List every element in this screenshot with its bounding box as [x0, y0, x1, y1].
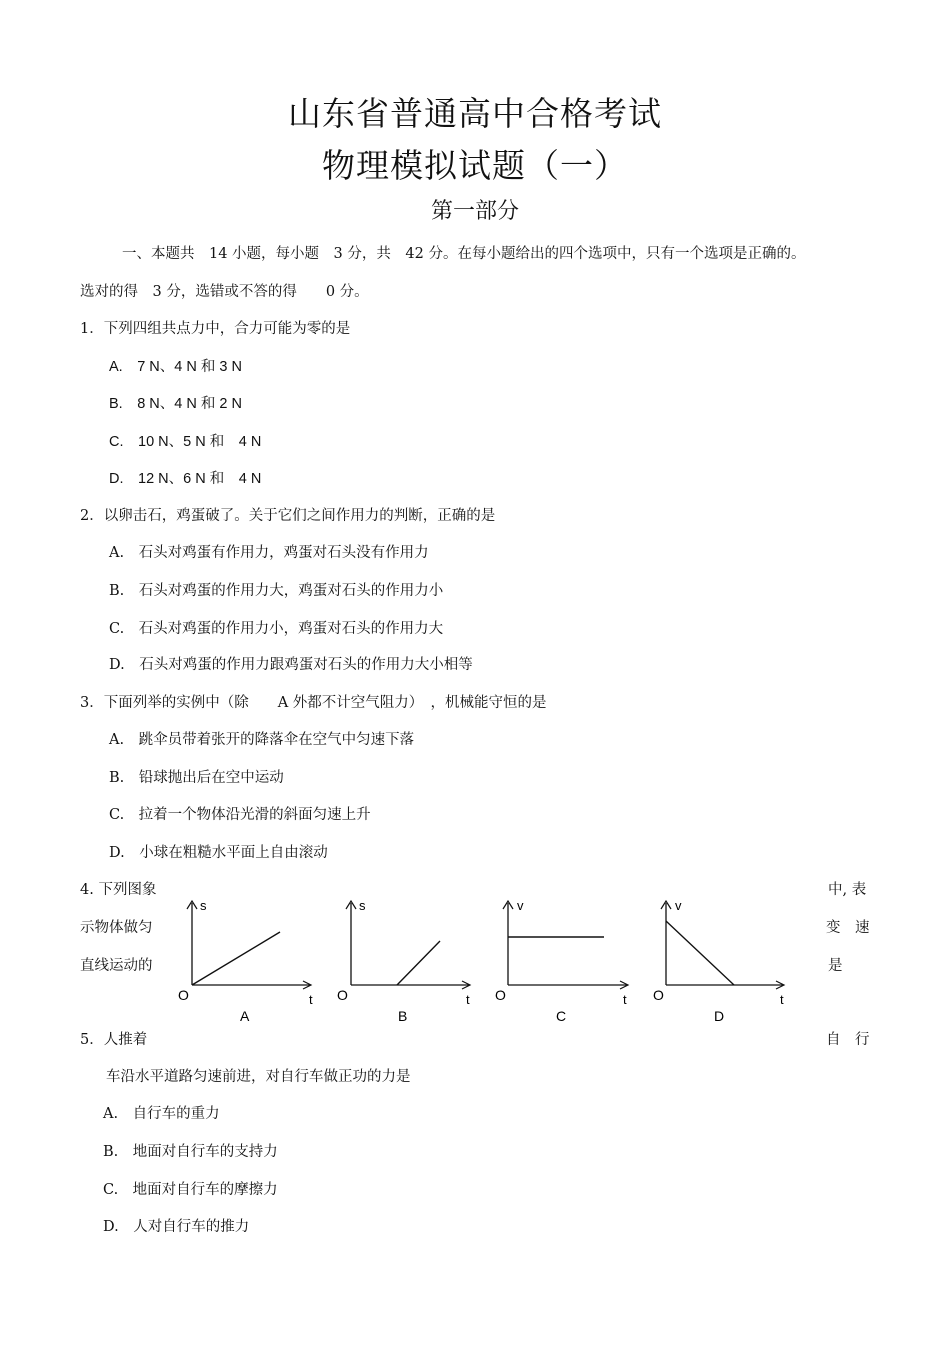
question-3-option-d[interactable]: D. 小球在粗糙水平面上自由滚动 — [109, 845, 328, 861]
question-2-option-d[interactable]: D. 石头对鸡蛋的作用力跟鸡蛋对石头的作用力大小相等 — [109, 657, 473, 673]
graph-d[interactable] — [653, 898, 784, 1024]
question-2-stem: 2．以卵击石，鸡蛋破了。关于它们之间作用力的判断，正确的是 — [80, 508, 496, 524]
exam-title: 山东省普通高中合格考试 — [288, 94, 662, 133]
question-1-option-c[interactable]: C. 10 N、5 N 和 4 N — [109, 434, 262, 450]
graph-c-x-label: t — [623, 992, 627, 1007]
graph-b-y-label: s — [359, 898, 366, 913]
question-3-option-a[interactable]: A. 跳伞员带着张开的降落伞在空气中匀速下落 — [109, 732, 415, 748]
graph-b[interactable] — [337, 898, 470, 1024]
question-1-option-a[interactable]: A. 7 N、4 N 和 3 N — [109, 359, 242, 375]
question-5-option-a[interactable]: A. 自行车的重力 — [103, 1106, 220, 1122]
question-2-option-a[interactable]: A. 石头对鸡蛋有作用力，鸡蛋对石头没有作用力 — [109, 545, 429, 561]
question-4-stem-right-3: 是 — [828, 958, 843, 974]
question-4-stem-left-1: 4. 下列图象 — [80, 882, 157, 898]
graph-a-y-label: s — [200, 898, 207, 913]
graph-d-x-label: t — [780, 992, 784, 1007]
question-5-stem-right: 自 行 — [826, 1032, 870, 1048]
section-heading: 第一部分 — [430, 199, 519, 224]
question-5-option-c[interactable]: C. 地面对自行车的摩擦力 — [103, 1182, 278, 1198]
graph-a-x-label: t — [309, 992, 313, 1007]
exam-subtitle: 物理模拟试题（一） — [322, 146, 628, 185]
question-2-option-b[interactable]: B. 石头对鸡蛋的作用力大，鸡蛋对石头的作用力小 — [109, 583, 444, 599]
graph-d-origin: O — [653, 987, 664, 1003]
question-1-option-d[interactable]: D. 12 N、6 N 和 4 N — [109, 471, 262, 487]
question-5-stem-left: 5．人推着 — [80, 1032, 148, 1048]
question-4-stem-left-3: 直线运动的 — [80, 958, 153, 974]
graph-a-label: A — [240, 1008, 250, 1024]
question-5-stem-continued: 车沿水平道路匀速前进，对自行车做正功的力是 — [106, 1069, 411, 1085]
graph-a-line — [192, 932, 280, 985]
graph-b-line — [397, 941, 440, 985]
graph-a-origin: O — [178, 987, 189, 1003]
question-4-stem-right-1: 中, 表 — [828, 882, 867, 898]
question-1-stem: 1．下列四组共点力中，合力可能为零的是 — [80, 321, 351, 337]
graph-d-y-label: v — [675, 898, 682, 913]
question-3-stem: 3．下面列举的实例中（除 A 外都不计空气阻力） ，机械能守恒的是 — [80, 695, 547, 711]
graph-c[interactable] — [495, 898, 628, 1024]
graph-d-label: D — [714, 1008, 725, 1024]
question-1-option-b[interactable]: B. 8 N、4 N 和 2 N — [109, 396, 242, 412]
graph-d-line — [666, 921, 734, 985]
question-3-option-b[interactable]: B. 铅球抛出后在空中运动 — [109, 770, 284, 786]
graph-b-label: B — [398, 1008, 408, 1024]
question-4-graphs — [170, 893, 800, 1033]
instructions-line-2: 选对的得 3 分，选错或不答的得 0 分。 — [80, 284, 369, 300]
graph-c-label: C — [556, 1008, 567, 1024]
question-5-option-b[interactable]: B. 地面对自行车的支持力 — [103, 1144, 278, 1160]
graph-c-y-label: v — [517, 898, 524, 913]
graph-b-x-label: t — [466, 992, 470, 1007]
question-4-stem-right-2: 变 速 — [826, 920, 870, 936]
instructions-line-1: 一、本题共 14 小题，每小题 3 分，共 42 分。在每小题给出的四个选项中，只有一个选项是正确的。 — [122, 246, 806, 262]
graph-a[interactable] — [178, 898, 313, 1024]
graph-b-origin: O — [337, 987, 348, 1003]
question-5-option-d[interactable]: D. 人对自行车的推力 — [103, 1219, 250, 1235]
question-4-stem-left-2: 示物体做匀 — [80, 920, 153, 936]
question-2-option-c[interactable]: C. 石头对鸡蛋的作用力小，鸡蛋对石头的作用力大 — [109, 621, 444, 637]
graph-c-origin: O — [495, 987, 506, 1003]
question-3-option-c[interactable]: C. 拉着一个物体沿光滑的斜面匀速上升 — [109, 807, 371, 823]
